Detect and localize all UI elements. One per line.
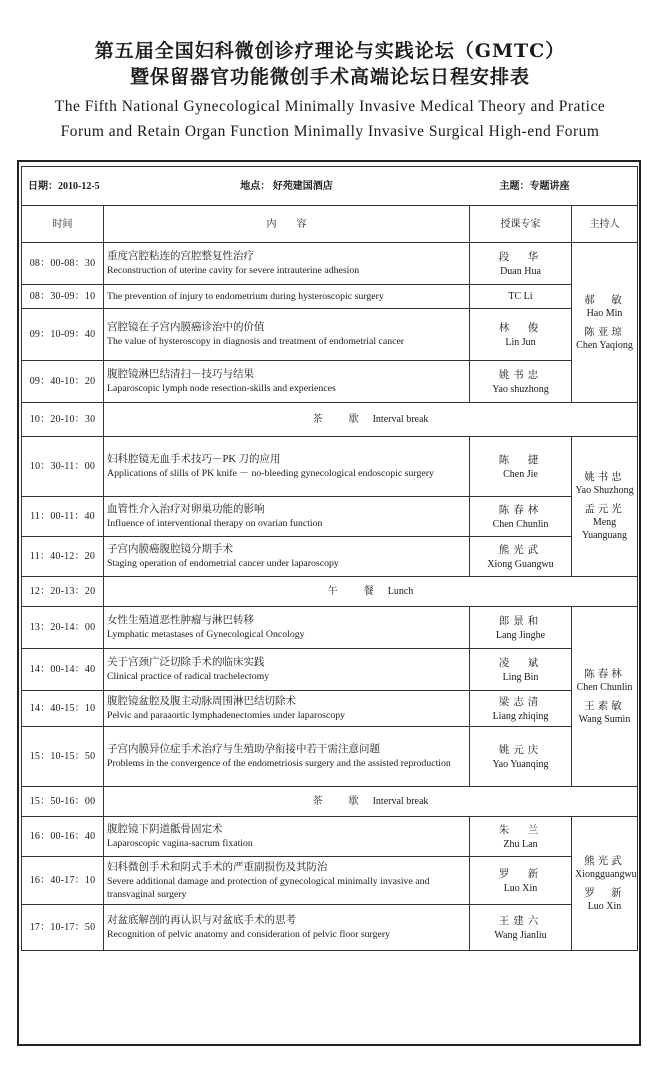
title-zh-line-1: 第五届全国妇科微创诊疗理论与实践论坛（GMTC）: [94, 40, 566, 62]
session-title-en: Laparoscopic vagina-sacrum fixation: [107, 838, 253, 849]
chair-name-en: Chen Chunlin: [576, 681, 633, 693]
break-row: [22, 787, 638, 817]
speaker-name-zh: 姚书忠: [498, 369, 543, 381]
speaker-name-zh: 郎景和: [498, 615, 543, 627]
session-title-zh: 妇科微创手术和阴式手术的严重副损伤及其防治: [107, 861, 328, 873]
column-header-time: 时间: [22, 206, 104, 243]
schedule-table: [21, 166, 638, 951]
session-title-zh: 子宫内膜癌腹腔镜分期手术: [107, 544, 233, 555]
session-title-zh: 重度宫腔粘连的宫腔整复性治疗: [107, 251, 254, 262]
speaker-name-en: Duan Hua: [500, 265, 541, 277]
chair-name-zh: 姚书忠: [584, 472, 625, 483]
speaker-name-en: Lin Jun: [505, 336, 536, 348]
session-speaker: [470, 309, 572, 361]
session-content: [104, 691, 470, 727]
session-speaker: [470, 361, 572, 403]
session-time: 10：30-11：00: [22, 437, 104, 497]
chair-person: [575, 503, 634, 542]
session-speaker: [470, 727, 572, 787]
speaker-name-zh: 段 华: [498, 251, 543, 263]
session-title-zh: 关于宫颈广泛切除手术的临床实践: [107, 657, 265, 668]
info-row: [22, 167, 638, 206]
session-title-zh: 腹腔镜下阴道骶骨固定术: [107, 824, 223, 835]
chair-name-en: Yao Shuzhong: [575, 485, 634, 496]
session-title-en: Clinical practice of radical trachelectomy: [107, 671, 270, 682]
session-speaker: [470, 905, 572, 951]
session-title-zh: 宫腔镜在子宫内膜癌诊治中的价值: [107, 322, 265, 333]
speaker-name-zh: 陈春林: [498, 504, 543, 516]
speaker-name-en: Xiong Guangwu: [487, 558, 554, 570]
column-header-chair: 主持人: [572, 206, 638, 243]
chair-person: [575, 887, 634, 913]
session-speaker: [470, 537, 572, 577]
session-title-zh: 腹腔镜盆腔及腹主动脉周围淋巴结切除术: [107, 696, 296, 707]
session-row: [22, 727, 638, 787]
session-speaker: [470, 437, 572, 497]
session-speaker: [470, 649, 572, 691]
session-time: 12：20-13：20: [22, 577, 104, 607]
session-row: [22, 497, 638, 537]
session-time: 11：40-12：20: [22, 537, 104, 577]
chair-name-zh: 罗 新: [584, 887, 625, 899]
speaker-name-zh: 梁志清: [498, 696, 543, 708]
session-content: [104, 309, 470, 361]
session-time: 13：20-14：00: [22, 607, 104, 649]
session-chairs: [572, 243, 638, 403]
chair-name-en: Luo Xin: [587, 900, 622, 912]
session-chairs: [572, 437, 638, 577]
session-time: 10：20-10：30: [22, 403, 104, 437]
speaker-name-en: Liang zhiqing: [492, 710, 549, 722]
session-speaker: [470, 607, 572, 649]
session-row: [22, 285, 638, 309]
session-title-zh: 女性生殖道恶性肿瘤与淋巴转移: [107, 615, 254, 626]
session-title-en: Reconstruction of uterine cavity for severe intrauterine adhesion: [107, 265, 360, 276]
event-date: 日期：2010-12-5: [22, 167, 104, 206]
session-content: [104, 649, 470, 691]
session-content: [104, 537, 470, 577]
session-time: 16：00-16：40: [22, 817, 104, 857]
speaker-name-zh: 王建六: [498, 915, 543, 927]
chair-name-en: Chen Yaqiong: [576, 339, 633, 351]
title-zh-line-2: 暨保留器官功能微创手术高端论坛日程安排表: [129, 66, 530, 88]
chair-name-en: Meng Yuanguang: [582, 517, 627, 541]
session-row: [22, 437, 638, 497]
event-theme: 主题：专题讲座: [470, 167, 638, 206]
break-label-zh: 午 餐: [327, 586, 382, 597]
session-content: [104, 285, 470, 309]
session-time: 09：10-09：40: [22, 309, 104, 361]
session-speaker: [470, 285, 572, 309]
speaker-name-en: Luo Xin: [503, 882, 538, 894]
session-content: [104, 857, 470, 905]
session-content: [104, 607, 470, 649]
chair-name-zh: 陈亚琼: [584, 326, 625, 338]
break-row: [22, 403, 638, 437]
column-header-speaker: 授课专家: [470, 206, 572, 243]
column-header-row: [22, 206, 638, 243]
chair-name-zh: 熊光武: [584, 855, 625, 867]
session-content: [104, 727, 470, 787]
chair-person: [575, 668, 634, 694]
speaker-name-en: Zhu Lan: [503, 838, 538, 850]
chair-name-zh: 孟元光: [584, 504, 625, 515]
session-row: [22, 607, 638, 649]
speaker-name-zh: 林 俊: [498, 322, 543, 334]
session-content: [104, 361, 470, 403]
speaker-name-zh: 熊光武: [498, 544, 543, 556]
session-row: [22, 649, 638, 691]
break-label: [104, 403, 638, 437]
session-title-en: Applications of slills of PK knife － no-bleeding gynecological endoscopic surgery: [107, 468, 434, 479]
session-title-en: Pelvic and paraaortic lymphadenectomies under laparoscopy: [107, 710, 346, 721]
speaker-name-en: Chen Jie: [503, 468, 538, 480]
session-title-en: Influence of interventional therapy on ovarian function: [107, 518, 323, 529]
break-label-en: Lunch: [387, 586, 414, 597]
break-label: [104, 577, 638, 607]
chair-name-en: Hao Min: [586, 307, 623, 319]
break-row: [22, 577, 638, 607]
speaker-name-en: TC Li: [508, 291, 533, 302]
speaker-name-zh: 罗 新: [498, 868, 543, 880]
title-en-line-2: Forum and Retain Organ Function Minimally Invasive Surgical High-end Forum: [60, 123, 600, 140]
column-header-content: 内 容: [104, 206, 470, 243]
chair-name-en: Xiongguangwu: [575, 868, 637, 880]
session-row: [22, 243, 638, 285]
session-title-en: Recognition of pelvic anatomy and consideration of pelvic floor surgery: [107, 929, 391, 940]
break-label: [104, 787, 638, 817]
session-row: [22, 817, 638, 857]
speaker-name-en: Wang Jianliu: [494, 929, 547, 941]
session-content: [104, 437, 470, 497]
break-label-en: Interval break: [372, 796, 429, 807]
chair-name-zh: 王素敏: [584, 700, 625, 712]
chair-name-zh: 郝 敏: [584, 294, 625, 306]
break-label-zh: 茶 歇: [312, 796, 367, 807]
session-chairs: [572, 817, 638, 951]
session-row: [22, 905, 638, 951]
session-time: 14：00-14：40: [22, 649, 104, 691]
session-time: 09：40-10：20: [22, 361, 104, 403]
chair-person: [575, 855, 637, 881]
speaker-name-en: Chen Chunlin: [492, 518, 549, 530]
session-time: 08：00-08：30: [22, 243, 104, 285]
session-title-en: Problems in the convergence of the endometriosis surgery and the assisted reproduction: [107, 758, 451, 769]
speaker-name-en: Yao shuzhong: [492, 383, 549, 395]
session-title-zh: 妇科腔镜无血手术技巧－PK 刀的应用: [107, 454, 281, 465]
session-speaker: [470, 497, 572, 537]
break-label-en: Interval break: [372, 414, 429, 425]
session-row: [22, 857, 638, 905]
chair-person: [575, 700, 634, 726]
speaker-name-zh: 朱 兰: [498, 824, 543, 836]
session-time: 16：40-17：10: [22, 857, 104, 905]
chair-person: [575, 294, 634, 320]
chair-person: [575, 326, 634, 352]
session-speaker: [470, 691, 572, 727]
session-content: [104, 817, 470, 857]
session-title-en: Lymphatic metastases of Gynecological Oncology: [107, 629, 305, 640]
speaker-name-zh: 陈 捷: [498, 454, 543, 466]
chair-name-zh: 陈春林: [584, 668, 625, 680]
session-speaker: [470, 243, 572, 285]
speaker-name-en: Lang Jinghe: [495, 629, 546, 641]
session-content: [104, 243, 470, 285]
session-title-en: The prevention of injury to endometrium during hysteroscopic surgery: [107, 291, 384, 302]
session-title-en: Severe additional damage and protection of gynecological minimally invasive and transvaginal surgery: [107, 875, 430, 900]
session-title-zh: 腹腔镜淋巴结清扫－技巧与结果: [107, 369, 254, 380]
session-chairs: [572, 607, 638, 787]
session-row: [22, 361, 638, 403]
speaker-name-zh: 姚元庆: [498, 744, 543, 756]
session-title-en: Laparoscopic lymph node resection-skills and experiences: [107, 383, 336, 394]
session-time: 15：50-16：00: [22, 787, 104, 817]
chair-person: [575, 471, 634, 497]
break-label-zh: 茶 歇: [312, 414, 367, 425]
session-time: 14：40-15：10: [22, 691, 104, 727]
session-title-en: The value of hysteroscopy in diagnosis and treatment of endometrial cancer: [107, 336, 405, 347]
session-time: 08：30-09：10: [22, 285, 104, 309]
session-title-en: Staging operation of endometrial cancer under laparoscopy: [107, 558, 339, 569]
session-row: [22, 309, 638, 361]
session-speaker: [470, 857, 572, 905]
session-content: [104, 497, 470, 537]
session-time: 15：10-15：50: [22, 727, 104, 787]
session-content: [104, 905, 470, 951]
event-venue: 地点： 好苑建国酒店: [104, 167, 470, 206]
session-row: [22, 691, 638, 727]
speaker-name-en: Ling Bin: [502, 671, 539, 683]
title-en-line-1: The Fifth National Gynecological Minimally Invasive Medical Theory and Pratice: [54, 98, 606, 115]
speaker-name-zh: 凌 斌: [498, 657, 543, 669]
session-speaker: [470, 817, 572, 857]
session-time: 11：00-11：40: [22, 497, 104, 537]
session-time: 17：10-17：50: [22, 905, 104, 951]
chair-name-en: Wang Sumin: [578, 713, 631, 725]
speaker-name-en: Yao Yuanqing: [492, 758, 549, 770]
session-title-zh: 子宫内膜异位症手术治疗与生殖助孕衔接中若干需注意问题: [107, 744, 380, 755]
session-row: [22, 537, 638, 577]
session-title-zh: 血管性介入治疗对卵巢功能的影响: [107, 504, 265, 515]
session-title-zh: 对盆底解剖的再认识与对盆底手术的思考: [107, 915, 296, 926]
